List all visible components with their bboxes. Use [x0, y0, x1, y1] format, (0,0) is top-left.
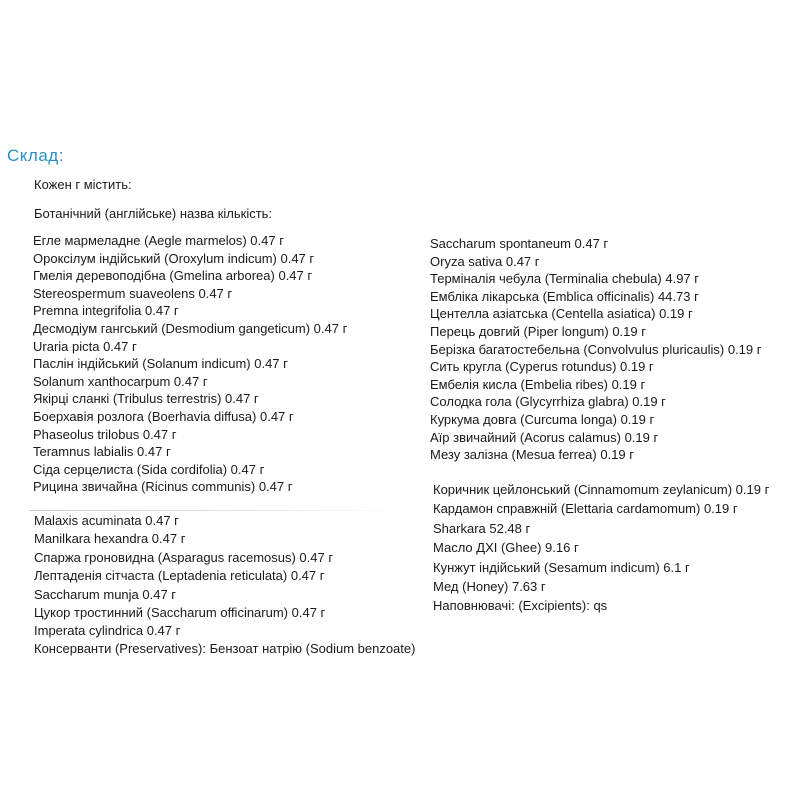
ingredient-item: Коричник цейлонський (Cinnamomum zeylanicum) 0.19 г: [433, 482, 770, 497]
ingredient-item: Malaxis acuminata 0.47 г: [34, 513, 179, 528]
ingredient-item: Phaseolus trilobus 0.47 г: [33, 426, 177, 442]
ingredient-item: Solanum xanthocarpum 0.47 г: [33, 373, 208, 389]
ingredient-item: Oryza sativa 0.47 г: [430, 253, 540, 269]
ingredients-left-column: [33, 232, 347, 496]
ingredient-item: Куркума довга (Curcuma longa) 0.19 г: [430, 411, 655, 427]
ingredient-item: Десмодіум гангський (Desmodium gangeticum) 0.47 г: [33, 320, 348, 336]
ingredients-right-column: [430, 235, 762, 464]
ingredient-item: Аїр звичайний (Acorus calamus) 0.19 г: [430, 429, 659, 445]
ingredient-item: Наповнювачі: (Excipients): qs: [433, 598, 608, 614]
ingredient-item: Мезу залізна (Mesua ferrea) 0.19 г: [430, 447, 635, 463]
ingredient-item: Егле мармеладне (Aegle marmelos) 0.47 г: [33, 233, 284, 248]
ingredient-item: Солодка гола (Glycyrrhiza glabra) 0.19 г: [430, 394, 666, 410]
ingredient-item: Лептаденія сітчаста (Leptadenia reticulata) 0.47 г: [34, 568, 325, 584]
ingredient-item: Imperata cylindrica 0.47 г: [34, 623, 181, 639]
ingredient-item: Ороксілум індійський (Oroxylum indicum) 0.47 г: [33, 250, 315, 266]
ingredient-item: Ембліка лікарська (Emblica officinalis) 44.73 г: [430, 288, 699, 304]
ingredient-item: Stereospermum suaveolens 0.47 г: [33, 285, 233, 301]
ingredient-item: Sharkara 52.48 г: [433, 520, 531, 536]
ingredient-item: Ембелія кисла (Embelia ribes) 0.19 г: [430, 376, 646, 392]
ingredient-item: Терміналія чебула (Terminalia chebula) 4.97 г: [430, 271, 700, 287]
intro-per-gram: Кожен г містить:: [34, 177, 132, 192]
section-divider: [30, 510, 402, 511]
ingredient-item: Сить кругла (Cyperus rotundus) 0.19 г: [430, 359, 654, 375]
ingredient-item: Uraria picta 0.47 г: [33, 338, 137, 354]
ingredient-item: Гмелія деревоподібна (Gmelina arborea) 0.47 г: [33, 268, 313, 284]
ingredient-item: Manilkara hexandra 0.47 г: [34, 531, 186, 547]
composition-heading: Склад:: [7, 146, 64, 165]
ingredient-item: Берізка багатостебельна (Convolvulus pluricaulis) 0.19 г: [430, 341, 762, 357]
ingredient-item: Saccharum spontaneum 0.47 г: [430, 236, 609, 251]
ingredient-item: Saccharum munja 0.47 г: [34, 586, 177, 602]
ingredient-item: Боерхавія розлога (Boerhavia diffusa) 0.47 г: [33, 408, 294, 424]
ingredient-item: Цукор тростинний (Saccharum officinarum) 0.47 г: [34, 605, 326, 621]
ingredient-item: Рицина звичайна (Ricinus communis) 0.47 г: [33, 479, 293, 495]
ingredient-item: Центелла азіатська (Centella asiatica) 0.19 г: [430, 306, 693, 322]
ingredient-item: Кардамон справжній (Elettaria cardamomum) 0.19 г: [433, 501, 738, 517]
preservatives-line: Консерванти (Preservatives): Бензоат натрію (Sodium benzoate): [34, 641, 416, 656]
ingredient-item: Мед (Honey) 7.63 г: [433, 579, 546, 595]
ingredient-item: Premna integrifolia 0.47 г: [33, 303, 179, 319]
ingredient-item: Спаржа гроновидна (Asparagus racemosus) 0.47 г: [34, 549, 334, 565]
ingredient-item: Teramnus labialis 0.47 г: [33, 444, 171, 460]
ingredient-item: Перець довгий (Piper longum) 0.19 г: [430, 323, 646, 339]
ingredients-right-column-lower: [433, 480, 769, 616]
ingredient-item: Сіда серцелиста (Sida cordifolia) 0.47 г: [33, 461, 265, 477]
ingredient-item: Якірці сланкі (Tribulus terrestris) 0.47 г: [33, 391, 259, 407]
ingredients-left-column-lower: [34, 512, 333, 641]
ingredient-item: Паслін індійський (Solanum indicum) 0.47 г: [33, 356, 288, 372]
ingredient-item: Кунжут індійський (Sesamum indicum) 6.1 г: [433, 559, 690, 575]
ingredient-item: Масло ДХІ (Ghee) 9.16 г: [433, 540, 579, 556]
intro-table-header: Ботанічний (англійське) назва кількість:: [34, 206, 273, 221]
